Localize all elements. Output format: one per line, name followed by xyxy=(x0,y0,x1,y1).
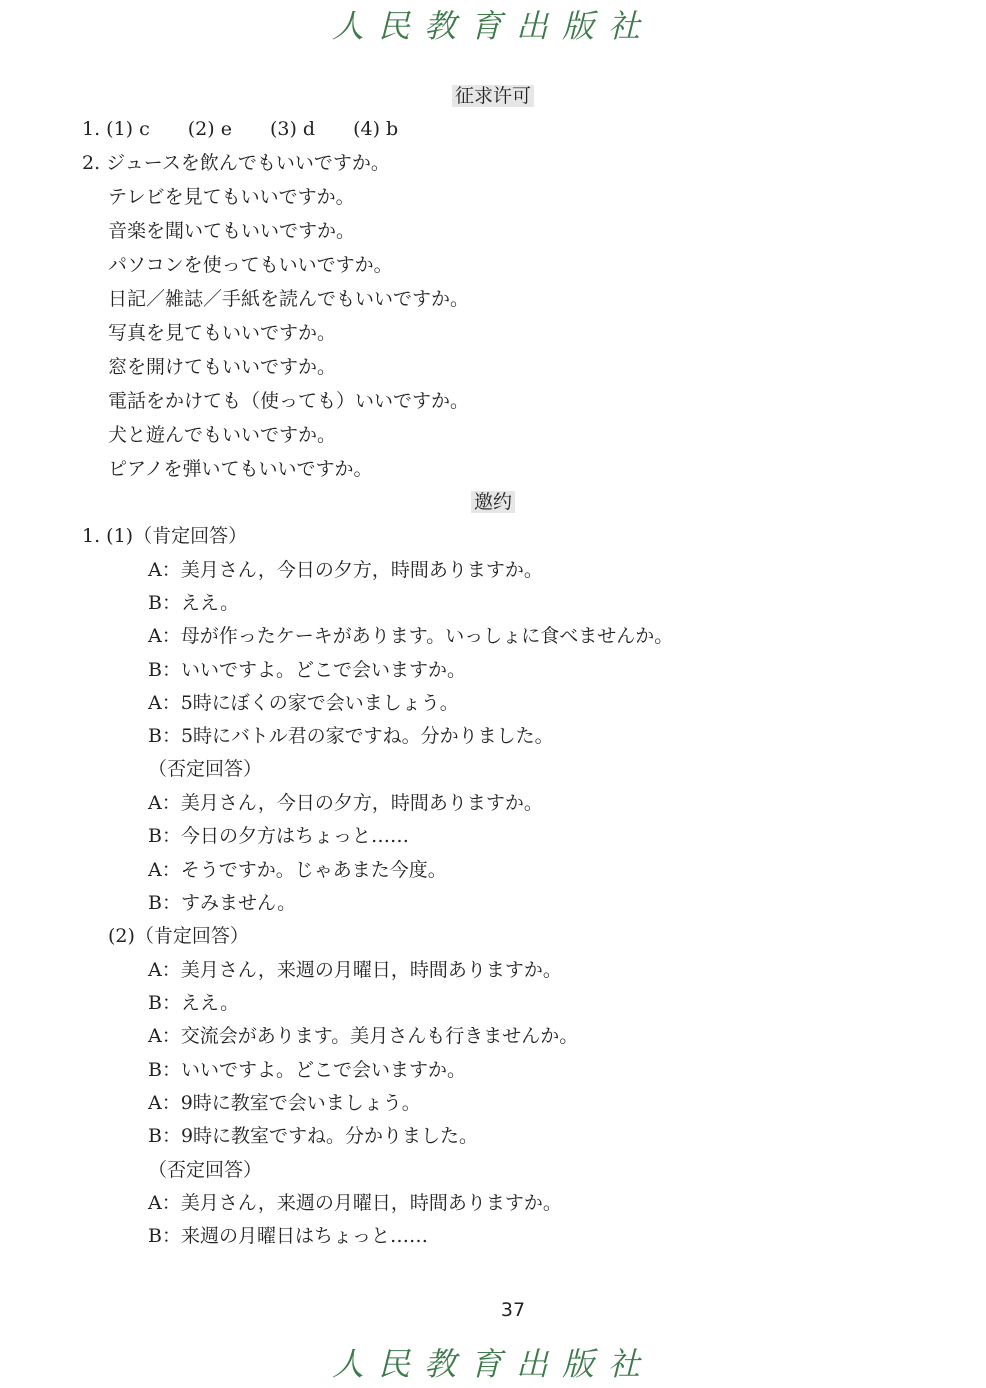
dialogue-line: B：いいですよ。どこで会いますか。 xyxy=(148,1059,466,1081)
dialogue-line: B：すみません。 xyxy=(148,892,297,914)
dialogue-line: A：美月さん，来週の月曜日，時間ありますか。 xyxy=(148,959,562,981)
negative-answer-label: （否定回答） xyxy=(148,1159,263,1181)
dialogue-line: A：美月さん，来週の月曜日，時間ありますか。 xyxy=(148,1192,562,1214)
permission-q2-line: 音楽を聞いてもいいですか。 xyxy=(108,220,356,242)
dialogue-line: A：美月さん，今日の夕方，時間ありますか。 xyxy=(148,559,543,581)
invitation-item-label: 1. (1)（肯定回答） xyxy=(82,525,248,547)
permission-q2-line: 犬と遊んでもいいですか。 xyxy=(108,424,337,446)
dialogue-line: B：5時にバトル君の家ですね。分かりました。 xyxy=(148,725,554,747)
dialogue-line: A：9時に教室で会いましょう。 xyxy=(148,1092,421,1114)
dialogue-line: B：ええ。 xyxy=(148,992,240,1014)
permission-q2-line: パソコンを使ってもいいですか。 xyxy=(108,254,393,276)
dialogue-line: A：交流会があります。美月さんも行きませんか。 xyxy=(148,1025,579,1047)
section-title-invitation: 邀约 xyxy=(0,490,986,514)
permission-q2-line: 電話をかけても（使っても）いいですか。 xyxy=(108,390,470,412)
dialogue-line: B：いいですよ。どこで会いますか。 xyxy=(148,659,466,681)
dialogue-line: B：今日の夕方はちょっと…… xyxy=(148,825,409,847)
permission-q2-line: 日記／雑誌／手紙を読んでもいいですか。 xyxy=(108,288,470,310)
dialogue-line: A：5時にぼくの家で会いましょう。 xyxy=(148,692,459,714)
publisher-logo-top: 人民教育出版社 xyxy=(331,7,654,45)
negative-answer-label: （否定回答） xyxy=(148,758,263,780)
section-title-permission: 征求许可 xyxy=(0,84,986,108)
dialogue-line: B：ええ。 xyxy=(148,592,240,614)
invitation-item-label: (2)（肯定回答） xyxy=(108,925,249,947)
dialogue-line: B：来週の月曜日はちょっと…… xyxy=(148,1225,428,1247)
permission-q1-answers: 1. (1) c (2) e (3) d (4) b xyxy=(82,118,399,140)
dialogue-line: A：美月さん，今日の夕方，時間ありますか。 xyxy=(148,792,543,814)
permission-q2-line: 2. ジュースを飲んでもいいですか。 xyxy=(82,152,390,174)
permission-q2-line: 窓を開けてもいいですか。 xyxy=(108,356,337,378)
dialogue-line: A：母が作ったケーキがあります。いっしょに食べませんか。 xyxy=(148,625,674,647)
permission-q2-line: テレビを見てもいいですか。 xyxy=(108,186,355,208)
dialogue-line: A：そうですか。じゃあまた今度。 xyxy=(148,859,447,881)
permission-q2-line: ピアノを弾いてもいいですか。 xyxy=(108,458,373,480)
publisher-logo-bottom: 人民教育出版社 xyxy=(331,1345,654,1383)
page-number: 37 xyxy=(500,1299,526,1321)
dialogue-line: B：9時に教室ですね。分かりました。 xyxy=(148,1125,479,1147)
permission-q2-line: 写真を見てもいいですか。 xyxy=(108,322,337,344)
